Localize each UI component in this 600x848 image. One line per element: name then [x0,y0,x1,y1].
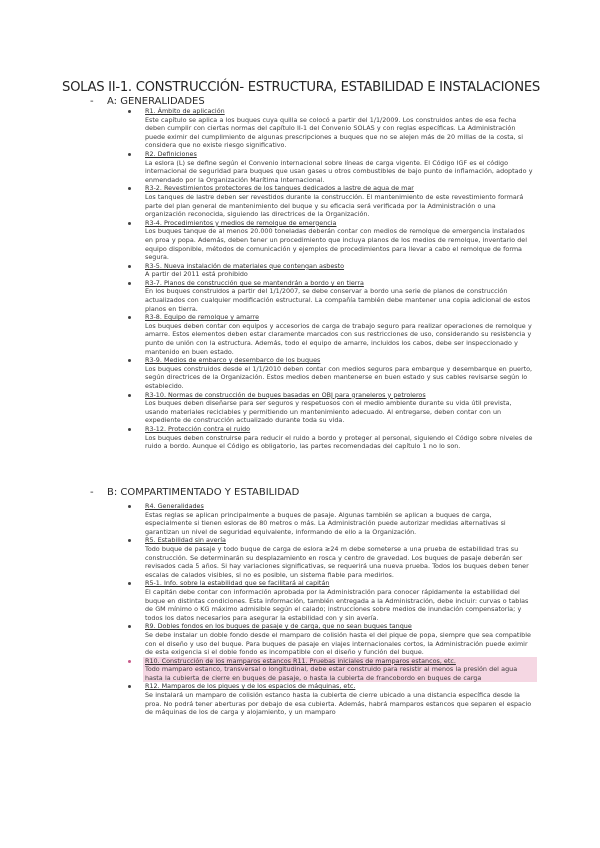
item-title: R5-1. Info. sobre la estabilidad que se facilitará al capitán [145,579,330,588]
list-item [0,391,600,425]
list-item [0,657,600,683]
item-title: R3-7. Planos de construcción que se mantendrán a bordo y en tierra [145,278,364,287]
bullet-icon [128,625,131,628]
item-body: Los buques construidos desde el 1/1/2010 deben contar con medios seguros para embarque y desembarque en puerto, según directrices de la Organización. Estos medios deben mantenerse en buen estado y sus cables revisarse según lo establecido. [145,364,533,390]
item-body: Se instalará un mamparo de colisión estanco hasta la cubierta de cierre ubicado a una distancia específica desde la proa. No podrá tener aberturas por debajo de esa cubierta. Además, habrá mamparos estancos que separen el espacio de máquinas de los de carga y alojamiento, y un mamparo [145,691,532,717]
bullet-icon [128,222,131,225]
item-body: Se debe instalar un doble fondo desde el mamparo de colisión hasta el del pique de popa, siempre que sea compatible con el diseño y uso del buque. Para buques de pasaje en viajes internacionales cortos, la Administración puede eximir de esta exigencia si el doble fondo es incompatible con el diseño y función del buque. [145,630,531,657]
item-body: Los buques tanque de al menos 20.000 toneladas deberán contar con medios de remolque de emergencia instalados en proa y popa. Además, deben tener un procedimiento que incluya planos de los medios de remolque, inventario del equipo disponible, métodos de comunicación y ejemplos de procedimientos para llevar a cabo el remolque de forma segura. [145,227,527,262]
item-title: R3-5. Nueva instalación de materiales que contengan asbesto [145,261,345,270]
bullet-icon [128,505,131,508]
bullet-icon [128,582,131,585]
list-item [0,579,600,622]
item-title: R10. Construcción de los mamparos estancos R11. Pruebas iniciales de mamparos estancos, etc. [145,656,456,665]
list-item [0,536,600,579]
section-a-heading: A: GENERALIDADES [107,96,205,107]
list-item [0,219,600,262]
bullet-icon [128,660,131,663]
item-title: R3-2. Revestimientos protectores de los tanques dedicados a lastre de agua de mar [145,184,414,193]
section-dash: - [90,487,94,498]
item-title: R1. Ámbito de aplicación [145,107,225,115]
list-item [0,150,600,184]
list-item [0,502,600,536]
item-body: Estas reglas se aplican principalmente a buques de pasaje. Algunas también se aplican a buques de carga, especialmente si tienen esloras de 80 metros o más. La Administración puede autorizar medidas alternativas si garantizan un nivel de seguridad equivalente, informando de ello a la Organización. [145,510,506,536]
item-title: R3-4. Procedimientos y medios de remolque de emergencia [145,218,337,227]
bullet-icon [128,685,131,688]
list-item [0,313,600,356]
bullet-icon [128,282,131,285]
item-title: R3-9. Medios de embarco y desembarco de los buques [145,356,321,365]
section-b-items [0,502,600,717]
bullet-icon [128,265,131,268]
item-body: A partir del 2011 está prohibido [145,270,248,279]
item-body: Los buques deben construirse para reducir el ruido a bordo y proteger al personal, siguiendo el Código sobre niveles de ruido a bordo. Aunque el Código es obligatorio, las partes recomendadas del capítulo 1 no lo son. [145,433,533,451]
section-a-items [0,107,600,451]
bullet-icon [128,316,131,319]
item-body: Los buques deben diseñarse para ser seguros y respetuosos con el medio ambiente durante su vida útil prevista, usando materiales reciclables y permitiendo un mantenimiento adecuado. Al entregarse, deben contar con un expediente de construcción actualizado durante toda su vida. [145,399,512,425]
bullet-icon [128,539,131,542]
list-item [0,279,600,313]
item-body: Los tanques de lastre deben ser revestidos durante la construcción. El mantenimiento de este revestimiento formará parte del plan general de mantenimiento del buque y su eficacia será verificada por la Administración o una organización reconocida, siguiendo las directrices de la Organización. [145,192,524,219]
item-title: R9. Dobles fondos en los buques de pasaje y de carga, que no sean buques tanque [145,622,412,631]
item-body: En los buques construidos a partir del 1/1/2007, se debe conservar a bordo una serie de planos de construcción actualizados con cualquier modificación estructural. La compañía también debe mantener una copia adicional de estos planos en tierra. [145,287,531,313]
item-body: Todo buque de pasaje y todo buque de carga de eslora ≥24 m debe someterse a una prueba de estabilidad tras su construcción. Se determinarán su desplazamiento en rosca y centro de gravedad. Los buques de pasaje deberán ser revisados cada 5 años. Si hay variaciones significativas, se requerirá una nueva prueba. Todos los buques deben tener escalas de calados visibles, si no es posible, un sistema fiable para medirlos. [145,544,529,579]
bullet-icon [128,153,131,156]
bullet-icon [128,359,131,362]
section-b-heading: B: COMPARTIMENTADO Y ESTABILIDAD [107,487,300,498]
item-title: R5. Estabilidad sin avería [145,536,226,545]
bullet-icon [128,394,131,397]
list-item [0,622,600,656]
bullet-icon [128,428,131,431]
bullet-icon [128,187,131,190]
item-body: Los buques deben contar con equipos y accesorios de carga de trabajo seguro para realizar operaciones de remolque y amarre. Estos elementos deben estar claramente marcados con sus restricciones de uso, considerando su resistencia y punto de unión con la estructura. Además, todo el equipo de amarre, incluidos los cabos, debe ser inspeccionado y mantenido en buen estado. [145,321,532,356]
item-title: R4. Generalidades [145,502,204,510]
section-dash: - [90,96,94,107]
list-item [0,682,600,716]
highlighted-block [143,657,537,683]
list-item [0,262,600,279]
item-title: R3-12. Protección contra el ruido [145,424,251,433]
list-item [0,184,600,218]
list-item [0,425,600,451]
item-body: Este capítulo se aplica a los buques cuya quilla se colocó a partir del 1/1/2009. Los construidos antes de esa fecha deben cumplir con ciertas normas del capítulo II-1 del Convenio SOLAS y con reglas específicas. La Administración puede eximir del cumplimiento de algunas prescripciones a buques que no se alejen más de 20 millas de la costa, si considera que no existe riesgo significativo. [145,115,524,150]
bullet-icon [128,110,131,113]
item-body: El capitán debe contar con información aprobada por la Administración para conocer rápidamente la estabilidad del buque en distintas condiciones. Esta información, también entregada a la Administración, debe incluir: curvas o tablas de GM mínimo o KG máximo admisible según el calado; instrucciones sobre medios de inundación compensatoria; y todos los datos necesarios para asegurar la estabilidad con y sin avería. [145,587,529,622]
item-body: La eslora (L) se define según el Convenio internacional sobre líneas de carga vigente. El Código IGF es el código internacional de seguridad para buques que usan gases u otros combustibles de bajo punto de inflamación, adoptado y enmendado por la Organización Marítima Internacional. [145,158,533,184]
item-title: R2. Definiciones [145,149,197,158]
item-body: Todo mamparo estanco, transversal o longitudinal, debe estar construido para resistir al menos la presión del agua hasta la cubierta de cierre en buques de pasaje, o hasta la cubierta de francobordo en buques de carga [145,665,518,682]
item-title: R3-10. Normas de construcción de buques basadas en OBJ para graneleros y petroleros [145,390,426,399]
document-title: SOLAS II-1. CONSTRUCCIÓN- ESTRUCTURA, ESTABILIDAD E INSTALACIONES [62,80,540,95]
item-title: R3-8. Equipo de remolque y amarre [145,313,260,322]
list-item [0,107,600,150]
item-title: R12. Mamparos de los piques y de los espacios de máquinas, etc. [145,682,356,691]
list-item [0,356,600,390]
